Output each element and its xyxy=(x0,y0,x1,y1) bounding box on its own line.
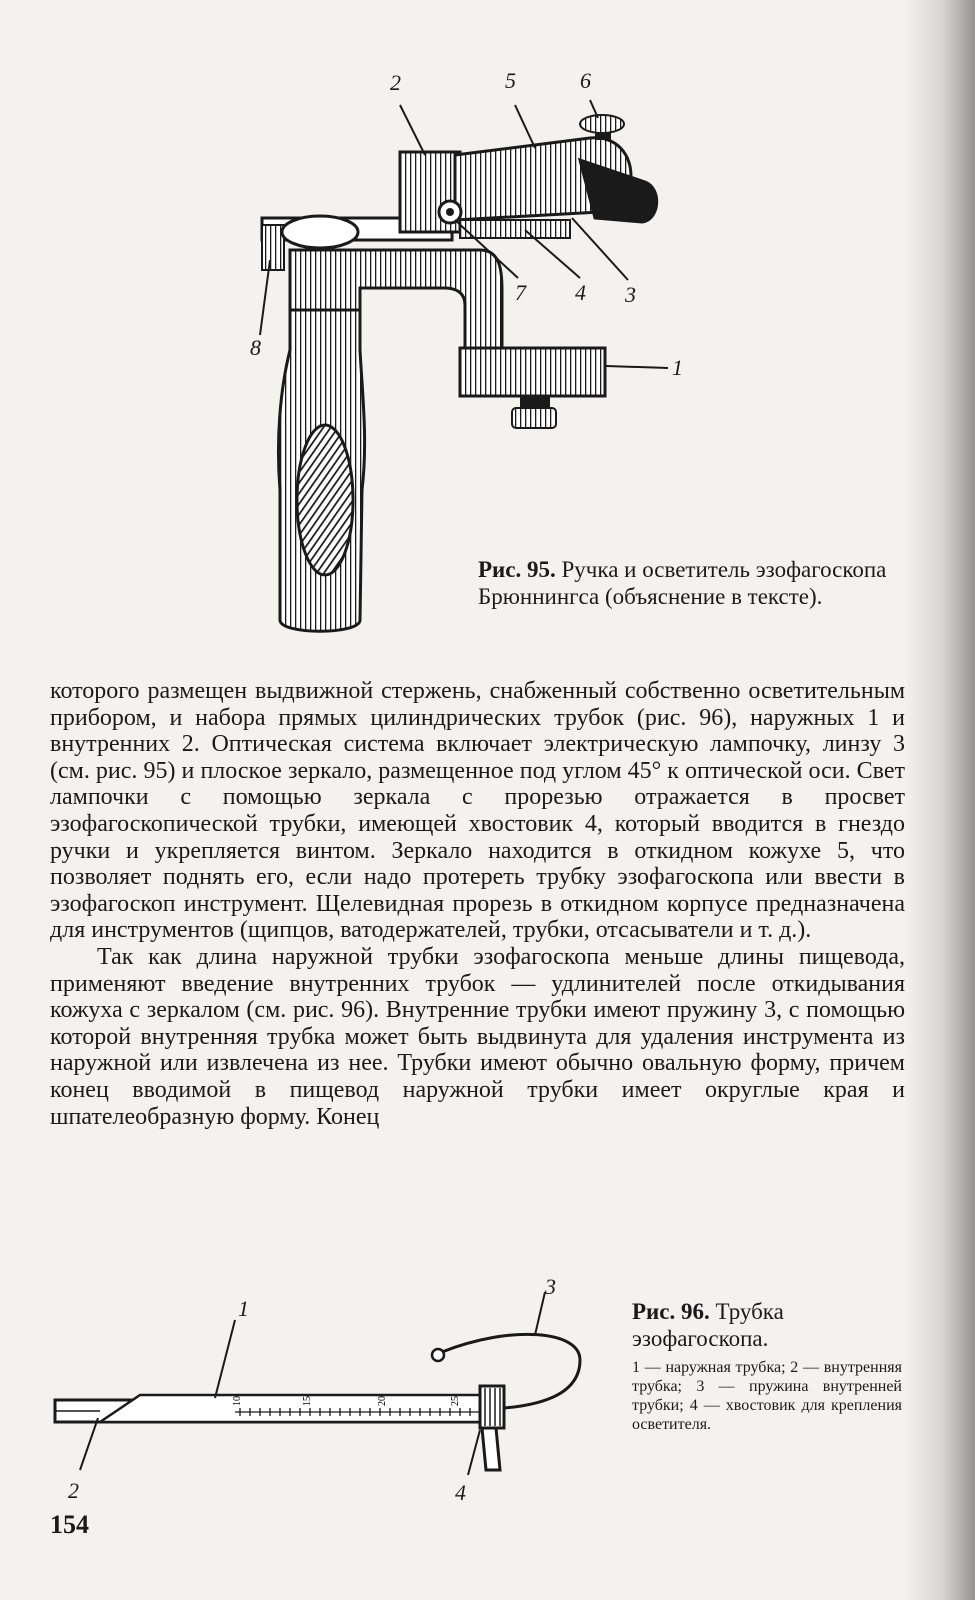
figure-95-caption-text: Ручка и осветитель эзофагоскопа Брюннингса (объяснение в тексте). xyxy=(478,557,887,609)
fig95-label-4: 4 xyxy=(575,280,586,305)
body-paragraph-2: Так как длина наружной трубки эзофагоскопа меньше длины пищевода, применяют введение внутренних трубок — удлинителей после откидывания кожуха с зеркалом (см. рис. 96). Внутренние трубки имеют пружину 3, с помощью которой внутренняя трубка может быть выдвинута для удаления инструмента из наружной или извлечена из нее. Трубки имеют обычно овальную форму, причем конец вводимой в пищевод наружной трубки имеет округлые края и шпателеобразную форму. Конец xyxy=(50,943,905,1130)
figure-96-caption-number: Рис. 96. xyxy=(632,1299,710,1324)
fig96-label-1: 1 xyxy=(238,1296,249,1321)
fig95-label-1: 1 xyxy=(672,355,683,380)
fig95-label-3: 3 xyxy=(625,282,636,307)
figure-96-illustration xyxy=(40,1274,610,1540)
fig96-label-3: 3 xyxy=(545,1274,556,1299)
fig96-scale-20: 20 xyxy=(377,1396,388,1406)
body-paragraph-1: которого размещен выдвижной стержень, снабженный собственно осветительным прибором, и набора прямых цилиндрических трубок (рис. 96), наружных 1 и внутренних 2. Оптическая система включает электрическую лампочку, линзу 3 (см. рис. 95) и плоское зеркало, размещенное под углом 45° к оптической оси. Свет лампочки с помощью зеркала с прорезью отражается в просвет эзофагоскопической трубки, имеющей хвостовик 4, который вводится в гнездо ручки и укрепляется винтом. Зеркало находится в откидном кожухе 5, что позволяет поднять его, если надо протереть трубку эзофагоскопа или ввести в эзофагоскоп инструмент. Щелевидная прорезь в откидном корпусе предназначена для инструментов (щипцов, ватодержателей, трубки, отсасыватели и т. д.). xyxy=(50,678,905,944)
fig96-scale-10: 10 xyxy=(232,1396,243,1406)
fig95-label-5: 5 xyxy=(505,68,516,93)
fig95-label-7: 7 xyxy=(515,280,526,305)
figure-96-legend: 1 — наружная трубка; 2 — внутренняя трубка; 3 — пружина внутренней трубки; 4 — хвостовик для крепления осветителя. xyxy=(632,1359,902,1433)
fig96-label-4: 4 xyxy=(455,1480,466,1505)
figure-96-caption-text: Трубка эзофагоскопа. xyxy=(632,1299,784,1351)
figure-96-caption xyxy=(632,1298,907,1352)
fig96-label-2: 2 xyxy=(68,1478,79,1503)
fig95-label-6: 6 xyxy=(580,68,591,93)
fig96-scale-15: 15 xyxy=(302,1396,313,1406)
fig95-label-8: 8 xyxy=(250,335,261,360)
body-text xyxy=(50,678,905,1130)
page-edge-shadow xyxy=(905,0,975,1600)
page-number: 154 xyxy=(50,1510,89,1539)
figure-95-caption xyxy=(478,556,908,610)
figure-95-caption-number: Рис. 95. xyxy=(478,557,556,582)
fig96-scale-25: 25 xyxy=(450,1396,461,1406)
fig95-label-2: 2 xyxy=(390,70,401,95)
